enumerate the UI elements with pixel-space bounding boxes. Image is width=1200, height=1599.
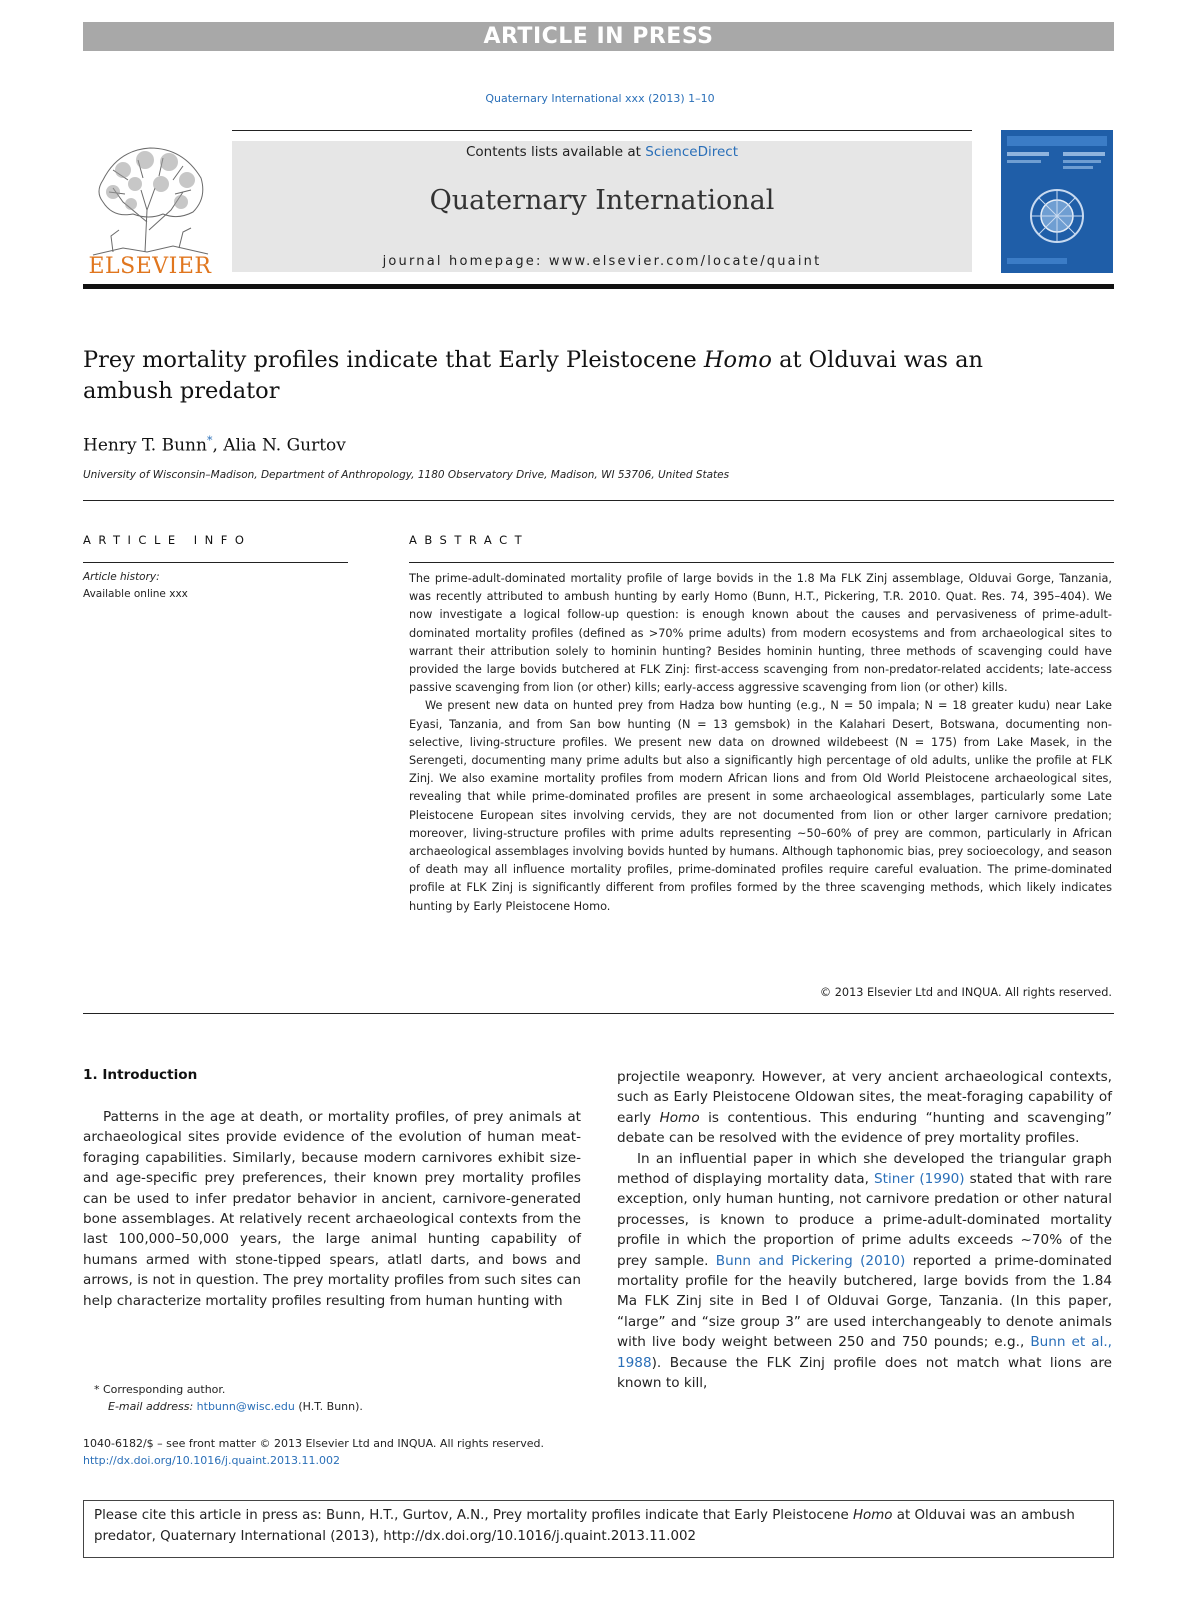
masthead-top-rule <box>232 130 972 131</box>
author-separator: , <box>212 435 224 456</box>
abstract-bottom-rule <box>83 1013 1114 1014</box>
doi-link[interactable]: http://dx.doi.org/10.1016/j.quaint.2013.11.002 <box>83 1454 340 1467</box>
title-divider <box>83 500 1114 501</box>
intro-paragraph-continued <box>617 1067 1112 1149</box>
article-title <box>83 345 1013 407</box>
abstract-rule <box>409 562 1114 563</box>
email-suffix: (H.T. Bunn). <box>294 1400 363 1413</box>
author-list <box>83 434 346 456</box>
journal-cover-thumbnail[interactable] <box>1001 130 1113 273</box>
journal-homepage[interactable]: journal homepage: www.elsevier.com/locate/quaint <box>382 254 822 269</box>
masthead-bottom-rule <box>83 284 1114 289</box>
abstract-paragraph-1: The prime-adult-dominated mortality profile of large bovids in the 1.8 Ma FLK Zinj assemblage, Olduvai Gorge, Tanzania, was recently attributed to ambush hunting by early Homo (Bunn, H.T., Pickering, T.R. 2010. Quat. Res. 74, 395–404). We now investigate a logical follow-up question: is enough known about the causes and pervasiveness of prime-adult-dominated mortality profiles (defined as >70% prime adults) from modern ecosystems and from archaeological sites to warrant their attribution solely to hominin hunting? Besides hominin hunting, three methods of scavenging could have provided the large bovids butchered at FLK Zinj: first-access scavenging from non-predator-related accidents; late-access passive scavenging from lion (or other) kills; early-access aggressive scavenging from lion (or other) kills. <box>409 572 1112 695</box>
title-part-2: at Olduvai was an ambush predator <box>83 347 983 404</box>
author-email-link[interactable]: htbunn@wisc.edu <box>196 1400 295 1413</box>
sciencedirect-link[interactable]: ScienceDirect <box>645 144 739 160</box>
contents-prefix: Contents lists available at <box>465 144 646 160</box>
abstract-heading: ABSTRACT <box>409 533 530 547</box>
cite-text-italic: Homo <box>852 1508 893 1523</box>
journal-masthead <box>232 141 972 272</box>
elsevier-wordmark: ELSEVIER <box>88 254 212 279</box>
corresponding-author-footnote <box>94 1383 225 1396</box>
citation-link-bunn-1988[interactable]: Bunn et al., 1988 <box>617 1334 1113 1371</box>
corresponding-author-mark[interactable]: * <box>206 434 213 447</box>
section-heading-introduction: 1. Introduction <box>83 1067 198 1083</box>
title-part-1: Prey mortality profiles indicate that Early Pleistocene <box>83 347 704 373</box>
intro-paragraph-2 <box>617 1149 1112 1394</box>
body-column-left <box>83 1107 581 1311</box>
abstract-copyright: © 2013 Elsevier Ltd and INQUA. All rights reserved. <box>819 986 1112 999</box>
author-affiliation: University of Wisconsin–Madison, Department of Anthropology, 1180 Observatory Drive, Madison, WI 53706, United States <box>83 469 730 481</box>
intro-paragraph-1: Patterns in the age at death, or mortality profiles, of prey animals at archaeological sites provide evidence of the evolution of human meat-foraging capabilities. Similarly, because modern carnivores exhibit size- and age-specific prey preferences, their known prey mortality profiles can be used to infer predator behavior in ancient, carnivore-generated bone assemblages. At relatively recent archaeological contexts from the last 100,000–50,000 years, the large animal hunting capability of humans armed with stone-tipped spears, atlatl darts, and bows and arrows, is not in question. The prey mortality profiles from such sites can help characterize mortality profiles resulting from human hunting with <box>83 1109 581 1309</box>
cite-this-article-box <box>83 1500 1114 1558</box>
journal-name: Quaternary International <box>429 185 775 216</box>
contents-availability-line <box>232 144 972 160</box>
title-italic-homo: Homo <box>703 347 772 373</box>
front-matter-notice: 1040-6182/$ – see front matter © 2013 Elsevier Ltd and INQUA. All rights reserved. <box>83 1437 544 1450</box>
citation-link-stiner-1990[interactable]: Stiner (1990) <box>873 1171 965 1188</box>
article-history-value: Available online xxx <box>83 588 188 600</box>
journal-reference-link[interactable]: Quaternary International xxx (2013) 1–10 <box>485 92 715 105</box>
article-in-press-banner: ARTICLE IN PRESS <box>83 22 1114 51</box>
cite-text-b: at Olduvai was an ambush predator, Quaternary International (2013), http://dx.doi.org/10.1016/j.quaint.2013.11.002 <box>94 1508 1075 1544</box>
author-1[interactable]: Henry T. Bunn <box>83 435 207 456</box>
elsevier-logo[interactable] <box>83 140 218 280</box>
abstract-body <box>409 570 1112 916</box>
elsevier-tree-icon <box>83 140 218 280</box>
author-email-footnote <box>108 1400 363 1413</box>
cite-text-a: Please cite this article in press as: Bunn, H.T., Gurtov, A.N., Prey mortality profiles indicate that Early Pleistocene <box>94 1508 853 1523</box>
intro-p2-a: In an influential paper in which she developed the triangular graph method of displaying mortality data, <box>617 1150 1112 1188</box>
article-info-heading: ARTICLE INFO <box>83 533 252 547</box>
journal-cover-icon <box>1001 130 1113 273</box>
citation-link-bunn-pickering-2010[interactable]: Bunn and Pickering (2010) <box>715 1252 906 1269</box>
intro-cont-b: is contentious. This enduring “hunting and scavenging” debate can be resolved with the evidence of prey mortality profiles. <box>617 1109 1112 1147</box>
email-label: E-mail address: <box>108 1400 197 1413</box>
article-info-rule <box>83 562 348 563</box>
intro-cont-italic: Homo <box>659 1109 700 1126</box>
author-2[interactable]: Alia N. Gurtov <box>223 435 346 456</box>
intro-cont-a: projectile weaponry. However, at very ancient archaeological contexts, such as Early Pleistocene Oldowan sites, the meat-foraging capability of early <box>617 1069 1112 1126</box>
footnote-mark: * <box>94 1383 100 1396</box>
intro-p2-c: reported a prime-dominated mortality profile for the heavily butchered, large bovids from the 1.84 Ma FLK Zinj site in Bed I of Olduvai Gorge, Tanzania. (In this paper, “large” and “size group 3” are used interchangeably to denote animals with live body weight between 250 and 750 pounds; e.g., <box>617 1252 1112 1351</box>
abstract-paragraph-2: We present new data on hunted prey from Hadza bow hunting (e.g., N = 50 impala; N = 18 greater kudu) near Lake Eyasi, Tanzania, and from San bow hunting (N = 13 gemsbok) in the Kalahari Desert, Botswana, documenting non-selective, living-structure profiles. We present new data on drowned wildebeest (N = 175) from Lake Masek, in the Serengeti, documenting many prime adults but also a significantly high percentage of old adults, unlike the profile at FLK Zinj. We also examine mortality profiles from modern African lions and from Old World Pleistocene archaeological sites, revealing that while prime-dominated profiles are present in some archaeological assemblages, particularly some Late Pleistocene European sites involving cervids, they are not documented from lion or other larger carnivore predation; moreover, living-structure profiles with prime adults representing ~50–60% of prey are common, particularly in African archaeological assemblages involving bovids hunted by humans. Although taphonomic bias, prey socioecology, and season of death may all influence mortality profiles, prime-dominated profiles require careful evaluation. The prime-dominated profile at FLK Zinj is significantly different from profiles formed by the three scavenging methods, which likely indicates hunting by Early Pleistocene Homo. <box>409 699 1112 913</box>
cite-this-article-text <box>94 1506 1104 1547</box>
footnote-corr-text: Corresponding author. <box>99 1383 226 1396</box>
intro-p2-d: ). Because the FLK Zinj profile does not match what lions are known to kill, <box>617 1354 1112 1392</box>
body-column-right <box>617 1067 1112 1394</box>
intro-p2-b: stated that with rare exception, only human hunting, not carnivore predation or other natural processes, is known to produce a prime-adult-dominated mortality profile in which the proportion of prime adults exceeds ~70% of the prey sample. <box>617 1171 1112 1269</box>
article-history-label: Article history: <box>83 571 160 583</box>
